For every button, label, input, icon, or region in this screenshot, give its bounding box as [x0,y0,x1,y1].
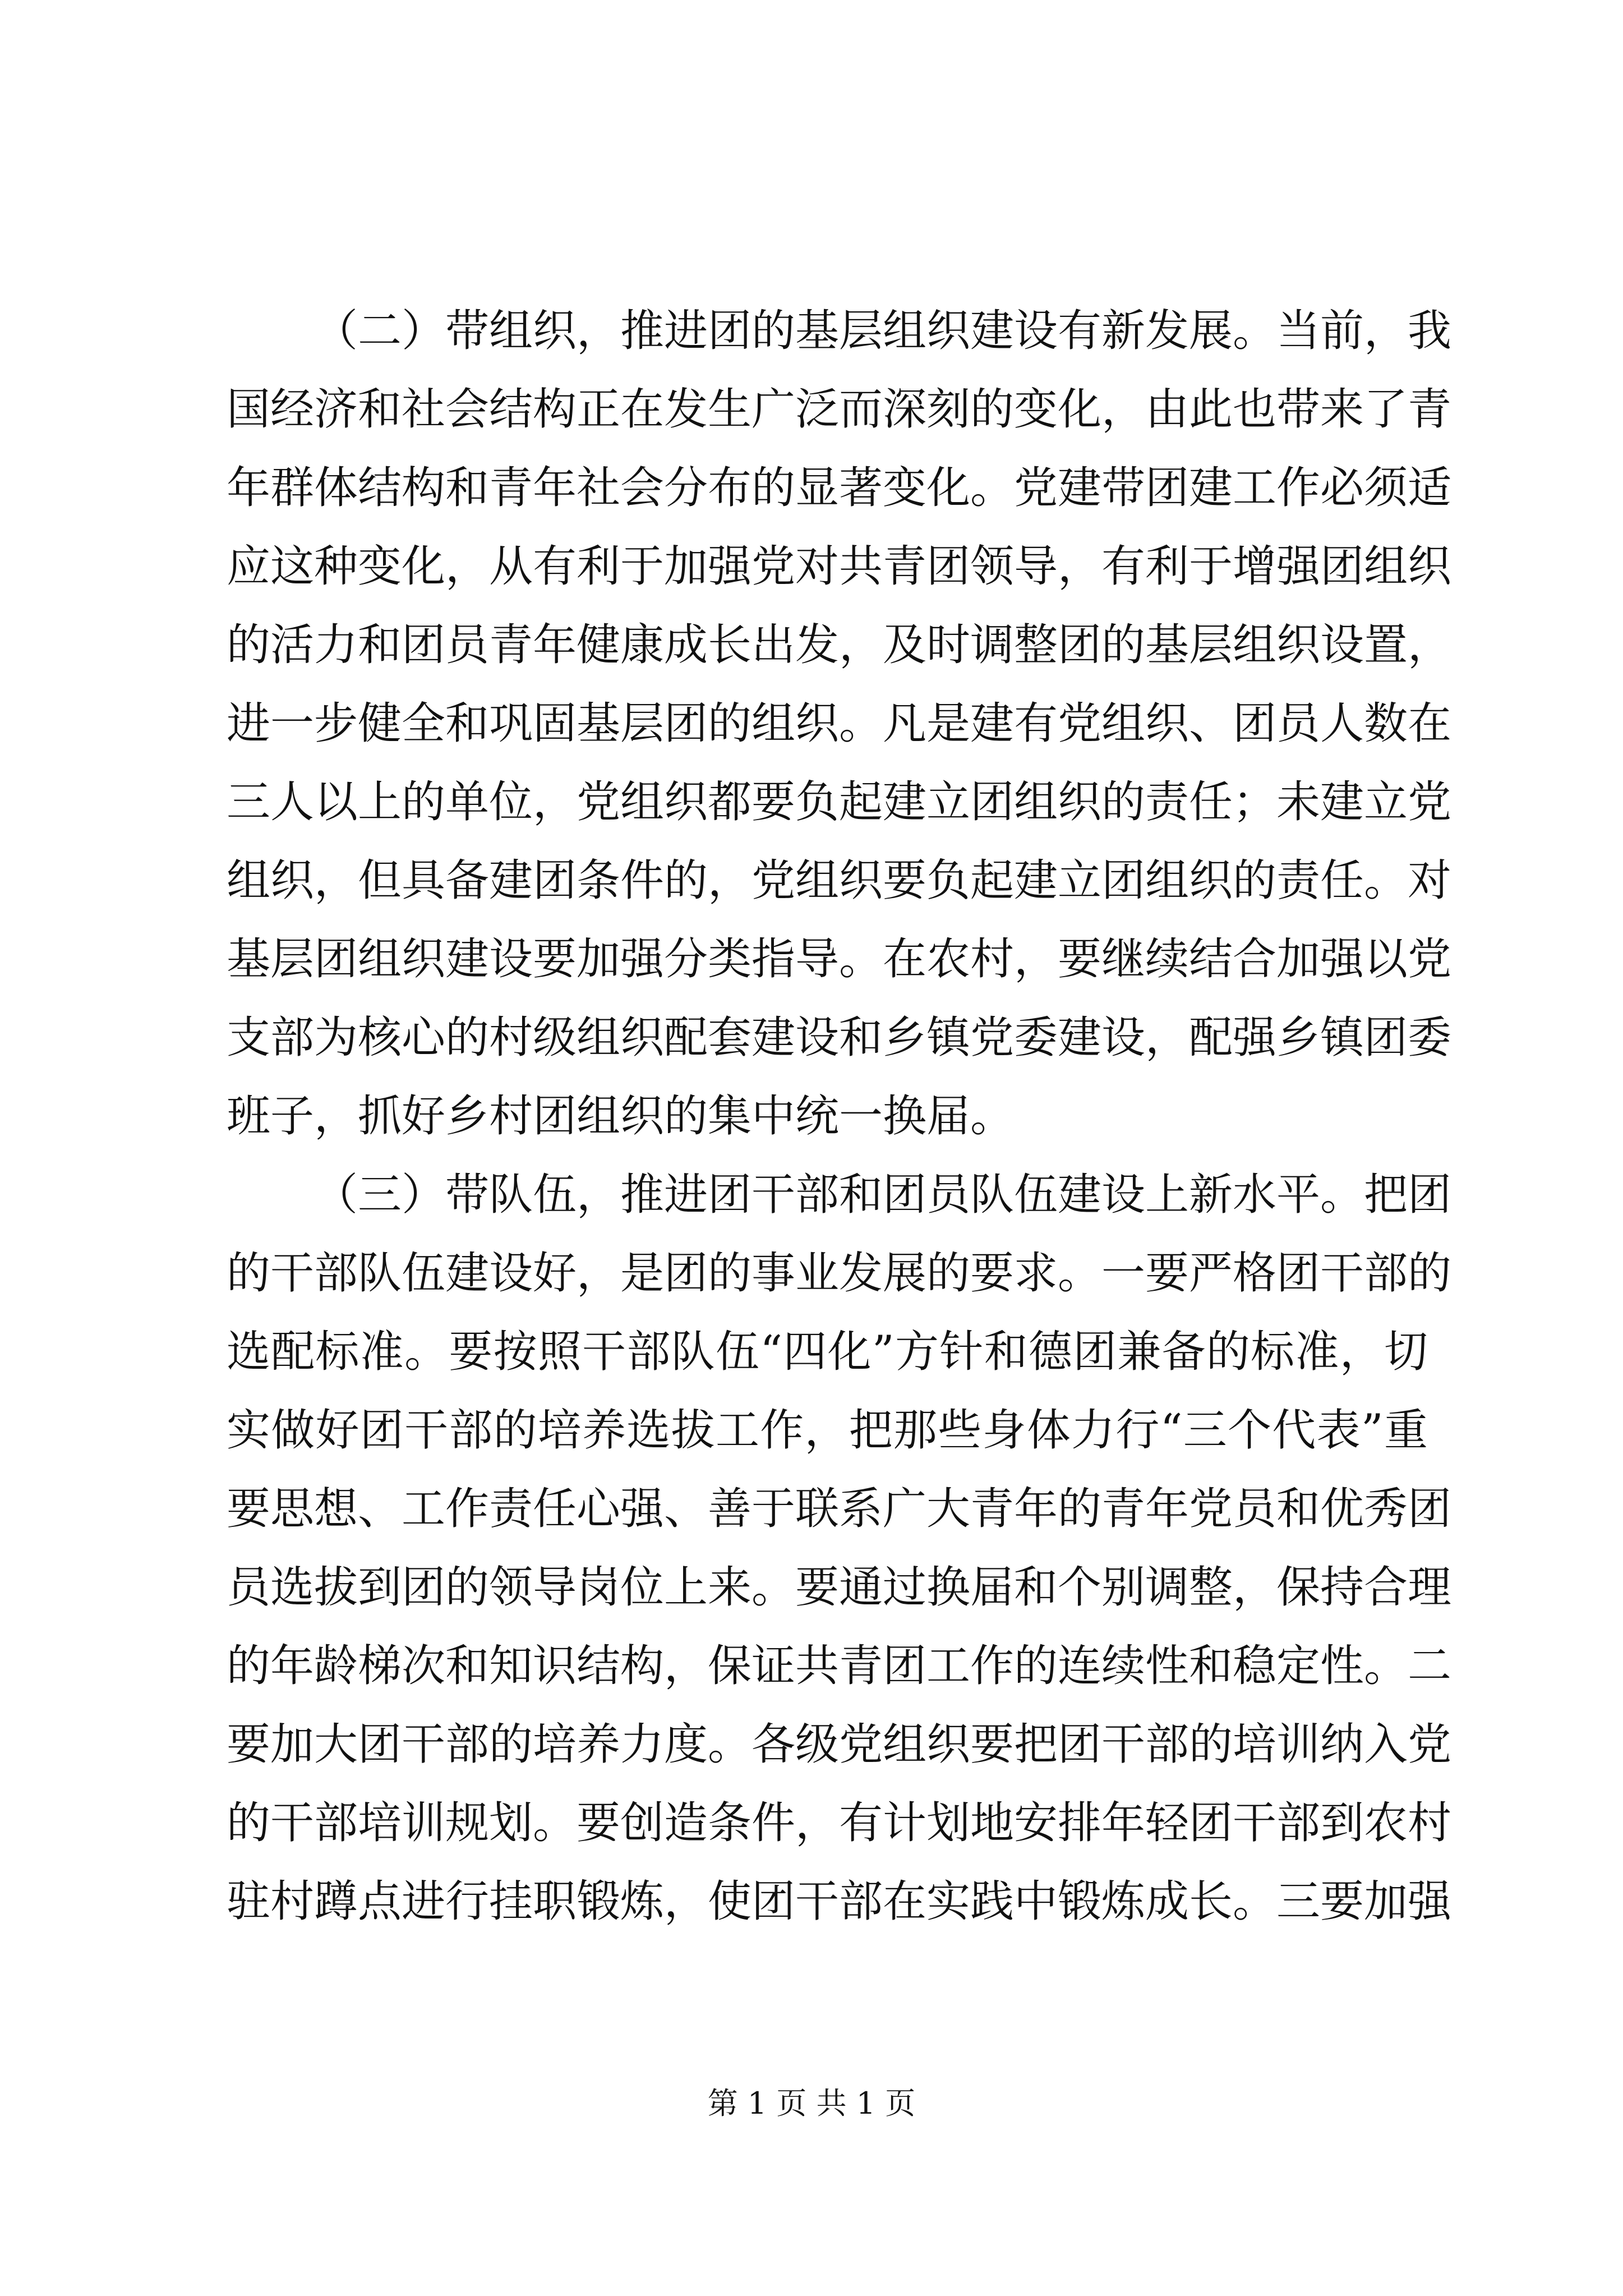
text-line: 的干部队伍建设好，是团的事业发展的要求。一要严格团干部的 [227,1248,1452,1299]
paragraph-3 [227,1156,1452,1941]
text-line: （二）带组织，推进团的基层组织建设有新发展。当前，我 [314,306,1452,356]
text-line: 基层团组织建设要加强分类指导。在农村，要继续结合加强以党 [227,934,1452,984]
text-line: 的干部培训规划。要创造条件，有计划地安排年轻团干部到农村 [227,1798,1452,1848]
text-line: 进一步健全和巩固基层团的组织。凡是建有党组织、团员人数在 [227,698,1452,749]
text-line: 三人以上的单位，党组织都要负起建立团组织的责任；未建立党 [227,777,1452,827]
text-line: 的年龄梯次和知识结构，保证共青团工作的连续性和稳定性。二 [227,1641,1452,1691]
text-line: 支部为核心的村级组织配套建设和乡镇党委建设，配强乡镇团委 [227,1013,1452,1063]
text-line: 驻村蹲点进行挂职锻炼，使团干部在实践中锻炼成长。三要加强 [227,1876,1452,1927]
text-line: 员选拔到团的领导岗位上来。要通过换届和个别调整，保持合理 [227,1562,1452,1613]
page-number: 第 1 页 共 1 页 [707,2086,916,2121]
text-line: 组织，但具备建团条件的，党组织要负起建立团组织的责任。对 [227,855,1452,906]
document-body [227,292,1452,1941]
text-line: （三）带队伍，推进团干部和团员队伍建设上新水平。把团 [314,1170,1452,1220]
text-line: 的活力和团员青年健康成长出发，及时调整团的基层组织设置， [227,620,1452,670]
text-line: 要思想、工作责任心强、善于联系广大青年的青年党员和优秀团 [227,1484,1452,1534]
text-line: 班子，抓好乡村团组织的集中统一换届。 [227,1091,1015,1142]
text-line: 应这种变化，从有利于加强党对共青团领导，有利于增强团组织 [227,541,1452,592]
page-footer [0,2081,1623,2126]
text-line: 年群体结构和青年社会分布的显著变化。党建带团建工作必须适 [227,463,1452,513]
text-line: 国经济和社会结构正在发生广泛而深刻的变化，由此也带来了青 [227,384,1452,435]
text-line: 要加大团干部的培养力度。各级党组织要把团干部的培训纳入党 [227,1719,1452,1770]
text-line: 实做好团干部的培养选拔工作，把那些身体力行“三个代表”重 [227,1405,1428,1456]
paragraph-2 [227,292,1452,1156]
text-line: 选配标准。要按照干部队伍“四化”方针和德团兼备的标准，切 [227,1327,1428,1377]
